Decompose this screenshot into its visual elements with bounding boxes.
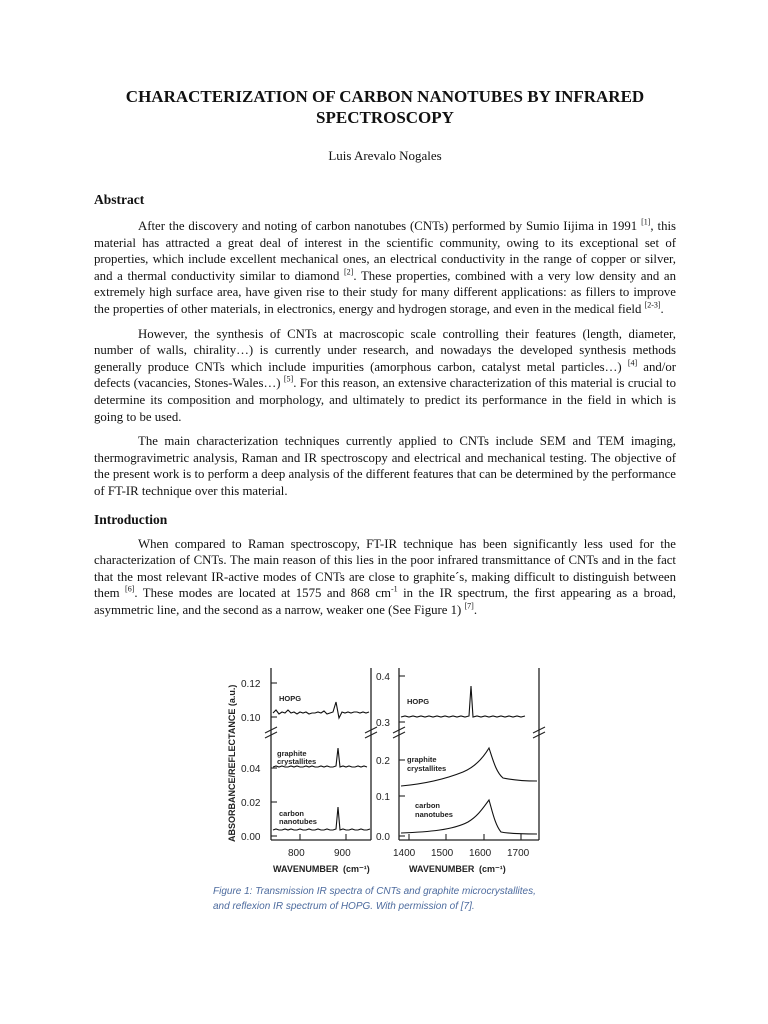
- abstract-heading: Abstract: [94, 192, 145, 207]
- left-label-crystallites: crystallites: [277, 757, 317, 766]
- citation: [2]: [344, 267, 354, 277]
- right-ytick: 0.0: [376, 832, 390, 843]
- caption-line-2: and reflexion IR spectrum of HOPG. With permission of [7].: [213, 901, 475, 912]
- right-ytick: 0.2: [376, 756, 390, 767]
- x-axis-unit-left: (cm⁻¹): [343, 864, 370, 874]
- left-label-graphite: graphite: [277, 749, 307, 758]
- right-ytick: 0.1: [376, 792, 390, 803]
- citation: [6]: [125, 585, 135, 595]
- left-ytick: 0.00: [241, 832, 261, 843]
- introduction-heading: Introduction: [94, 511, 168, 527]
- left-ytick: 0.02: [241, 798, 261, 809]
- right-label-hopg: HOPG: [407, 697, 430, 706]
- citation: [4]: [627, 358, 638, 368]
- left-xtick: 900: [334, 848, 351, 859]
- y-axis-label: ABSORBANCE/REFLECTANCE (a.u.): [227, 684, 237, 842]
- right-label-nanotubes: nanotubes: [415, 810, 453, 819]
- left-hopg-trace: [273, 702, 369, 718]
- x-axis-unit-right: (cm⁻¹): [479, 864, 506, 874]
- unit-superscript: -1: [391, 585, 398, 595]
- title-line-1: CHARACTERIZATION OF CARBON NANOTUBES BY INFRARED: [125, 87, 645, 106]
- citation: [2-3]: [644, 300, 661, 310]
- right-label-graphite: graphite: [407, 755, 437, 764]
- right-xtick: 1600: [469, 848, 492, 859]
- abstract-paragraph-2: However, the synthesis of CNTs at macroscopic scale controlling their features (length, diameter, number of walls, chirality…) is currently under research, and nowadays the developed synthesis methods generally produce CNTs which include impurities (amorphous carbon, catalyst metal particles…) [4] and/or defects (vacancies, Stones-Wales…) [5]. For this reason, an extensive characterization of this material is crucial to determine its composition and morphology, and ultimately to predict its performance in the field in which is going to be used.: [94, 326, 676, 424]
- left-ytick: 0.04: [241, 764, 261, 775]
- left-label-carbon: carbon: [279, 809, 305, 818]
- left-label-hopg: HOPG: [279, 694, 302, 703]
- paper-title: [94, 86, 676, 128]
- figure-1-ir-spectra: [213, 660, 558, 885]
- figure-caption: [213, 884, 593, 914]
- right-ytick: 0.4: [376, 672, 390, 683]
- right-ytick: 0.3: [376, 718, 390, 729]
- citation: [1]: [641, 217, 651, 227]
- x-axis-label-right: WAVENUMBER: [409, 864, 475, 874]
- left-label-nanotubes: nanotubes: [279, 817, 317, 826]
- title-line-2: SPECTROSCOPY: [316, 108, 454, 127]
- right-label-carbon: carbon: [415, 801, 441, 810]
- x-axis-label-left: WAVENUMBER: [273, 864, 339, 874]
- paper-page: [94, 86, 676, 626]
- abstract-paragraph-3: The main characterization techniques currently applied to CNTs include SEM and TEM imaging, thermogravimetric analysis, Raman and IR spectroscopy and electrical and mechanical testing. The objective of the present work is to perform a deep analysis of the different features that can be determined by the performance of FT-IR technique over this material.: [94, 434, 676, 498]
- citation: [5]: [283, 375, 294, 385]
- author: Luis Arevalo Nogales: [328, 148, 442, 163]
- left-xtick: 800: [288, 848, 305, 859]
- right-xtick: 1400: [393, 848, 416, 859]
- introduction-paragraph-1: When compared to Raman spectroscopy, FT-IR technique has been significantly less used for the characterization of CNTs. The main reason of this lies in the poor infrared transmittance of CNTs and in the fact that the most relevant IR-active modes of CNTs are close to graphite´s, making difficult to distinguish between them [6]. These modes are located at 1575 and 868 $cm^{-1}$ in the IR spectrum, the first appearing as a broad, asymmetric line, and the second as a narrow, weaker one (See Figure 1) [7].: [94, 536, 676, 617]
- right-label-crystallites: crystallites: [407, 764, 447, 773]
- right-xtick: 1500: [431, 848, 454, 859]
- abstract-paragraph-1: After the discovery and noting of carbon nanotubes (CNTs) performed by Sumio Iijima in 1991 [1], this material has attracted a great deal of interest in the scientific community, owing to its exceptional set of properties, which include excellent mechanical ones, an electrical conductivity in the range of copper or silver, and a thermal conductivity similar to diamond [2]. These properties, combined with a very low density and an extremely high surface area, have given rise to their study for many different applications: as fillers to improve the properties of other materials, in electronics, energy and hydrogen storage, and even in the medical field [2-3].: [94, 217, 676, 316]
- right-xtick: 1700: [507, 848, 530, 859]
- caption-line-1: Figure 1: Transmission IR spectra of CNTs and graphite microcrystallites,: [213, 886, 536, 897]
- left-ytick: 0.12: [241, 679, 261, 690]
- citation: [7]: [464, 601, 474, 611]
- left-ytick: 0.10: [241, 713, 261, 724]
